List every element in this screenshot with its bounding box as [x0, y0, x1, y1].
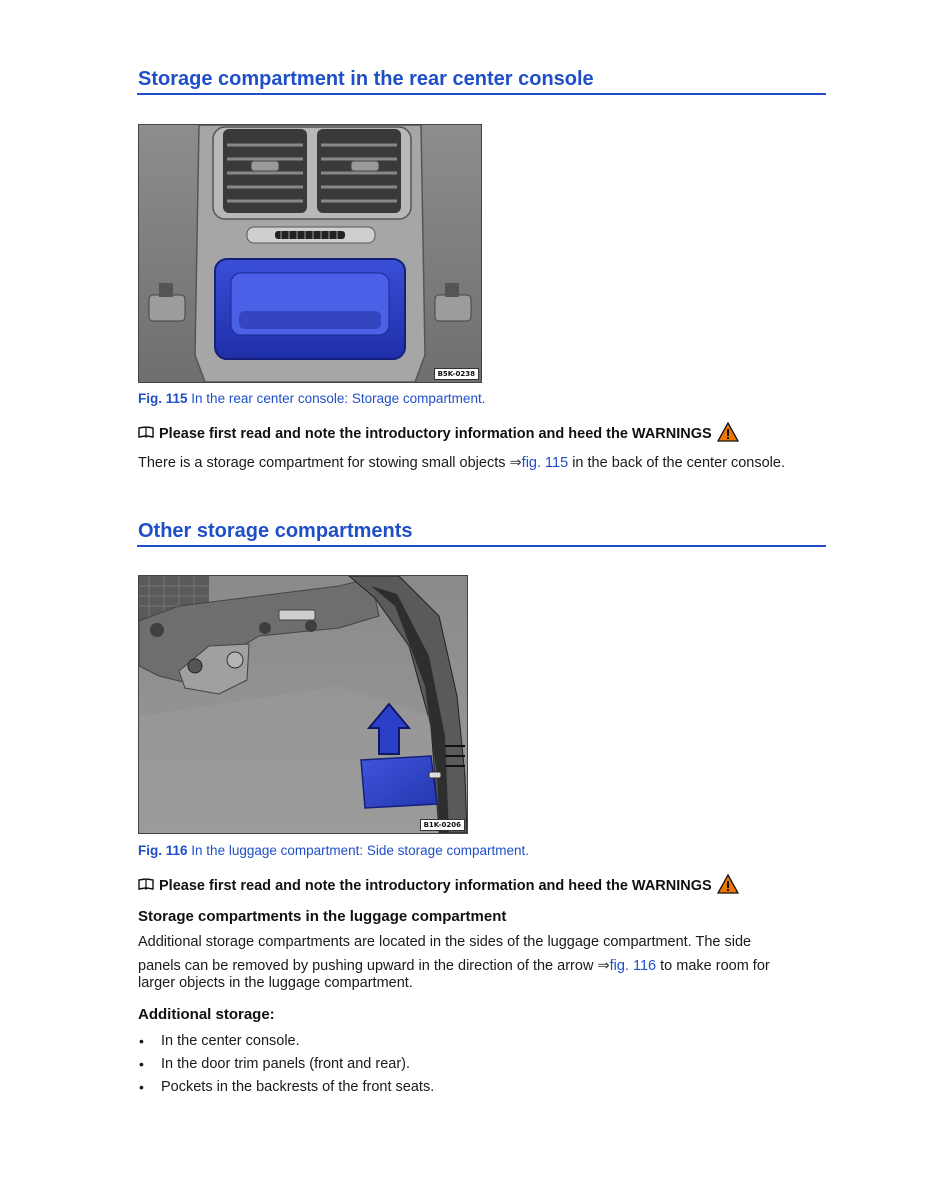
- list-item: • In the door trim panels (front and rear).: [138, 1056, 434, 1079]
- figure-caption: [138, 843, 529, 858]
- book-icon: [138, 878, 154, 895]
- body-text-end: to make room for: [656, 958, 770, 974]
- warning-text: Please first read and note the introductory information and heed the WARNINGS: [159, 878, 712, 894]
- body-text-end: in the back of the center console.: [568, 455, 785, 471]
- body-text: panels can be removed by pushing upward in the direction of the arrow: [138, 958, 598, 974]
- heading-rule: [137, 93, 826, 95]
- body-text: There is a storage compartment for stowing small objects: [138, 455, 510, 471]
- section-heading-rear-console: Storage compartment in the rear center console: [138, 68, 594, 90]
- figure-116-image: [138, 575, 468, 834]
- rear-console-illustration: [139, 125, 481, 382]
- list-item: • Pockets in the backrests of the front seats.: [138, 1079, 434, 1102]
- body-paragraph: [138, 455, 785, 472]
- luggage-compartment-illustration: [139, 576, 467, 833]
- figure-link[interactable]: fig. 116: [609, 958, 657, 974]
- figure-caption: [138, 391, 485, 406]
- figure-code-label: B1K-0206: [420, 819, 465, 831]
- list-item: • In the center console.: [138, 1033, 434, 1056]
- caption-label: Fig. 116: [138, 843, 188, 858]
- arrow-symbol: ⇒: [597, 958, 610, 974]
- subheading-luggage: Storage compartments in the luggage compartment: [138, 908, 507, 925]
- additional-storage-list: [138, 1033, 434, 1102]
- book-icon: [138, 426, 154, 443]
- paragraph-line-1: Additional storage compartments are located in the sides of the luggage compartment. The side: [138, 934, 752, 950]
- warning-triangle-icon: [717, 874, 739, 898]
- arrow-symbol: ⇒: [509, 455, 522, 471]
- caption-text: In the rear center console: Storage compartment.: [191, 391, 486, 406]
- warning-triangle-icon: [717, 422, 739, 446]
- warning-notice: [138, 874, 739, 898]
- additional-storage-heading: Additional storage:: [138, 1006, 275, 1023]
- warning-text: Please first read and note the introductory information and heed the WARNINGS: [159, 426, 712, 442]
- figure-link[interactable]: fig. 115: [521, 455, 569, 471]
- caption-label: Fig. 115: [138, 391, 188, 406]
- figure-code-label: B5K-0238: [434, 368, 479, 380]
- paragraph-line-3: larger objects in the luggage compartment.: [138, 975, 413, 991]
- heading-rule: [137, 545, 826, 547]
- section-heading-other-storage: Other storage compartments: [138, 520, 413, 542]
- figure-115-image: [138, 124, 482, 383]
- warning-notice: [138, 422, 739, 446]
- paragraph-line-2: [138, 958, 770, 975]
- caption-text: In the luggage compartment: Side storage compartment.: [191, 843, 529, 858]
